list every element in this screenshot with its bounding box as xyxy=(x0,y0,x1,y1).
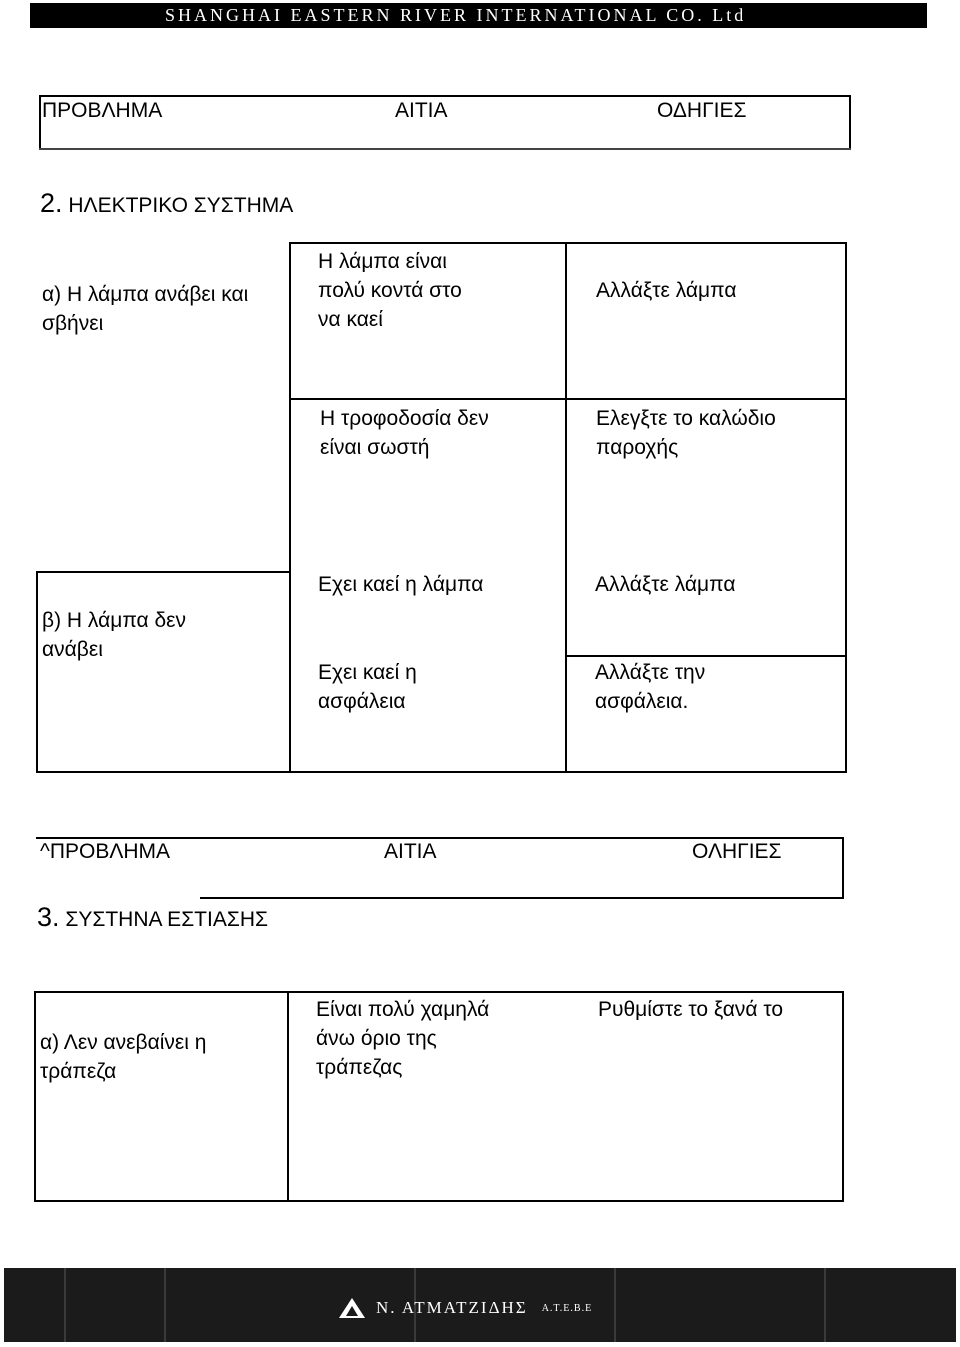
footer-stripe xyxy=(164,1268,166,1342)
row-divider-problem xyxy=(36,571,290,573)
company-name: SHANGHAI EASTERN RIVER INTERNATIONAL CO. Ltd xyxy=(165,5,747,25)
cause-line: Εχει καεί η xyxy=(318,661,417,684)
instruction-line: παροχής xyxy=(596,436,679,459)
cause-line: είναι σωστή xyxy=(320,436,430,459)
header-box-left-border xyxy=(39,95,41,150)
col-header-cause: ΑΙΤΙΑ xyxy=(395,99,448,122)
table-row-a-problem xyxy=(40,1028,206,1086)
col-divider-2 xyxy=(565,242,567,773)
footer-logo-text: Ν. ΑΤΜΑΤΖΙΔΗΣ xyxy=(376,1298,528,1317)
cause-line: ασφάλεια xyxy=(318,690,406,713)
header-box-bottom-border xyxy=(39,148,851,150)
cause-line: τράπεζας xyxy=(316,1056,403,1079)
header-box-bottom-border xyxy=(200,897,844,899)
row-divider-instructions xyxy=(565,655,847,657)
table-bottom-border xyxy=(34,1200,844,1202)
footer-logo xyxy=(338,1295,592,1321)
footer-logo-sub: Α.Τ.Ε.Β.Ε xyxy=(541,1302,593,1314)
cause-line: Είναι πολύ χαμηλά xyxy=(316,998,490,1021)
table-top-border xyxy=(34,991,844,993)
table-bottom-border xyxy=(36,771,847,773)
table-row-b-cause-2 xyxy=(318,658,417,716)
section2-title-text: ΗΛΕΚΤΡΙΚΟ ΣΥΣΤΗΜΑ xyxy=(68,194,294,217)
table-row-a-instruction-1 xyxy=(596,276,736,305)
triangle-logo-icon xyxy=(338,1297,366,1319)
cause-line: να καεί xyxy=(318,308,383,331)
table-row-a-cause-2 xyxy=(320,404,489,462)
section3-title-text: ΣΥΣΤΗΝΑ ΕΣΤΙΑΣΗΣ xyxy=(65,908,268,931)
section3-number: 3. xyxy=(37,902,60,932)
col-divider-1 xyxy=(287,991,289,1202)
instruction-line: Ρυθμίστε το ξανά το xyxy=(598,998,784,1021)
section3-title xyxy=(37,902,268,933)
header-box-right-border xyxy=(849,95,851,150)
header-box-top-border xyxy=(39,95,851,97)
table-row-a-cause-1 xyxy=(318,247,462,334)
table-row-a-instruction xyxy=(598,995,783,1024)
footer-stripe xyxy=(824,1268,826,1342)
cause-line: άνω όριο της xyxy=(316,1027,437,1050)
instruction-line: Αλλάξτε λάμπα xyxy=(595,573,736,596)
col-header-problem: ^ΠΡΟΒΛΗΜΑ xyxy=(40,840,171,863)
instruction-line: ασφάλεια. xyxy=(595,690,689,713)
table-left-border xyxy=(34,991,36,1202)
instruction-line: Αλλάξτε την xyxy=(595,661,706,684)
problem-line: β) Η λάμπα δεν xyxy=(42,609,187,632)
problem-line: α) Λεν ανεβαίνει η xyxy=(40,1031,207,1054)
col-divider-1 xyxy=(289,242,291,773)
problem-line: σβήνει xyxy=(42,312,104,335)
col-header-instructions: ΟΔΗΓΙΕΣ xyxy=(657,99,747,122)
table-row-b-instruction-1 xyxy=(595,570,735,599)
cause-line: Εχει καεί η λάμπα xyxy=(318,573,484,596)
header-box-right-border xyxy=(842,837,844,899)
problem-line: ανάβει xyxy=(42,638,103,661)
table-row-b-cause-1 xyxy=(318,570,483,599)
col-header-cause: ΑΙΤΙΑ xyxy=(384,840,437,863)
table-right-border xyxy=(842,991,844,1202)
table-right-border xyxy=(845,242,847,773)
footer-stripe xyxy=(64,1268,66,1342)
col-header-problem: ΠΡΟΒΛΗΜΑ xyxy=(42,99,163,122)
table-left-border xyxy=(36,571,38,773)
problem-line: α) Η λάμπα ανάβει και xyxy=(42,283,249,306)
footer-strip xyxy=(4,1268,956,1342)
cause-line: Η λάμπα είναι xyxy=(318,250,447,273)
instruction-line: Αλλάξτε λάμπα xyxy=(596,279,737,302)
instruction-line: Ελεγξτε το καλώδιο xyxy=(596,407,776,430)
table-row-b-instruction-2 xyxy=(595,658,705,716)
section2-number: 2. xyxy=(40,188,63,218)
company-banner xyxy=(30,3,927,28)
cause-line: Η τροφοδοσία δεν xyxy=(320,407,489,430)
table-row-a-cause xyxy=(316,995,489,1082)
cause-line: πολύ κοντά στο xyxy=(318,279,462,302)
row-divider-1 xyxy=(289,398,847,400)
table-row-a-problem xyxy=(42,280,248,338)
problem-line: τράπεζα xyxy=(40,1060,117,1083)
table-top-border xyxy=(289,242,847,244)
table-row-b-problem xyxy=(42,606,186,664)
header-box-top-border xyxy=(36,837,844,839)
footer-stripe xyxy=(614,1268,616,1342)
table-row-a-instruction-2 xyxy=(596,404,776,462)
section2-title xyxy=(40,188,293,219)
col-header-instructions: ΟΛΗΓΙΕΣ xyxy=(692,840,782,863)
